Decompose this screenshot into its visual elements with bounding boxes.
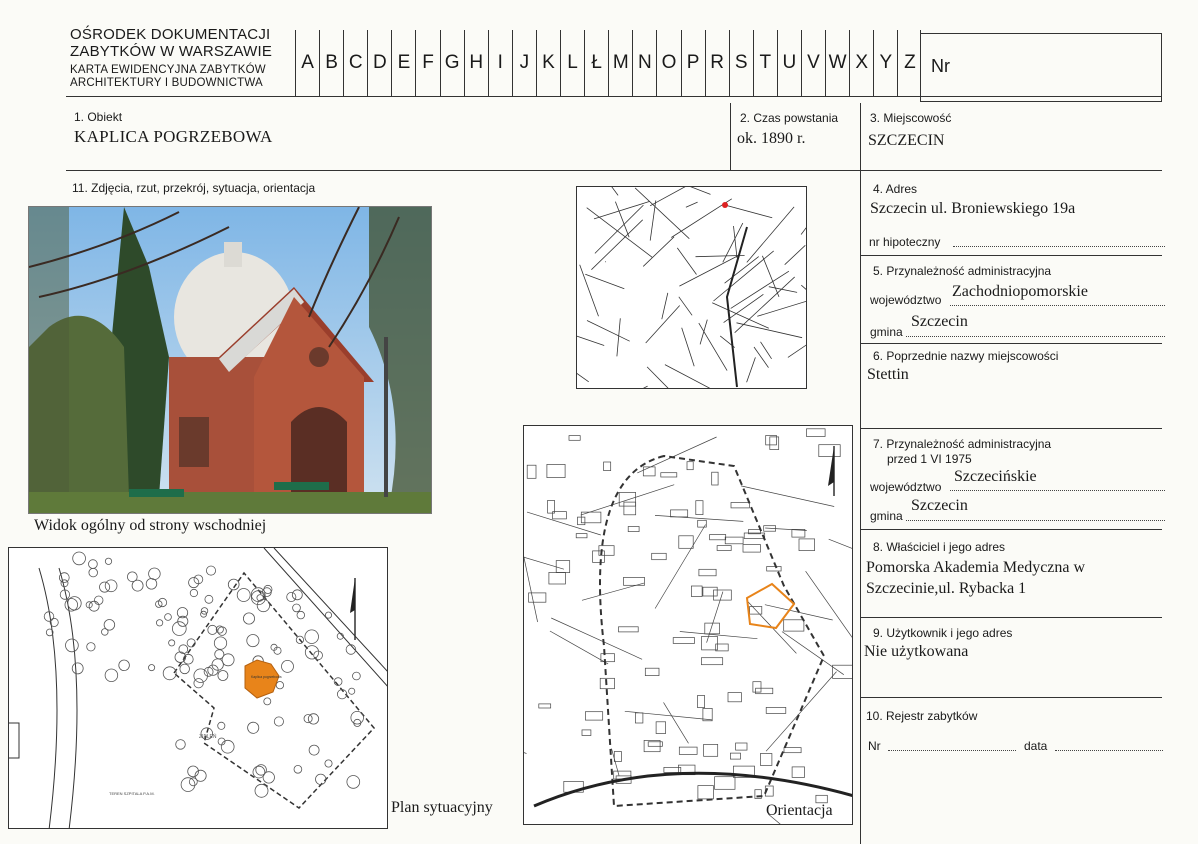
section7-bottom-rule [860,529,1162,530]
register-date-dots [1055,750,1163,751]
mortgage-number-label: nr hipoteczny [869,235,941,249]
pre1975-commune-label: gmina [870,509,903,523]
index-letter: C [343,30,367,96]
voivodeship-dots [950,305,1165,306]
user-value: Nie użytkowana [864,643,969,660]
institution-block [70,26,272,90]
index-letter: Ł [584,30,608,96]
card-type-line2: ARCHITEKTURY I BUDOWNICTWA [70,77,263,89]
photos-section-label: 11. Zdjęcia, rzut, przekrój, sytuacja, orientacja [72,181,316,195]
index-letter: R [705,30,729,96]
index-letter: L [560,30,584,96]
locality-value: SZCZECIN [868,132,945,149]
index-letter: T [753,30,777,96]
pre1975-affiliation-label: 7. Przynależność administracyjna [873,437,1052,451]
plan-area-text: TEREN SZPITALA P.A.M. [109,791,155,796]
card-type-line1: KARTA EWIDENCYJNA ZABYTKÓW [70,64,266,76]
register-nr-dots [888,750,1016,751]
index-letter: A [295,30,319,96]
index-letter: X [849,30,873,96]
section5-bottom-rule [860,343,1162,344]
index-letter: I [488,30,512,96]
photo-caption: Widok ogólny od strony wschodniej [34,517,267,534]
index-letter: M [608,30,632,96]
index-letter: Y [873,30,897,96]
index-letter: P [681,30,705,96]
index-letter: S [729,30,753,96]
date-value: ok. 1890 r. [737,130,806,147]
address-value: Szczecin ul. Broniewskiego 19a [870,200,1076,217]
city-map [576,186,807,389]
object-label: 1. Obiekt [74,110,123,124]
register-date-label: data [1024,739,1048,753]
pre1975-voivodeship-dots [950,490,1165,491]
register-label: 10. Rejestr zabytków [866,709,978,723]
voivodeship-value: Zachodniopomorskie [952,283,1088,300]
chapel-photo [28,206,432,514]
commune-dots [906,336,1165,337]
index-letter: D [367,30,391,96]
pre1975-commune-value: Szczecin [911,497,968,514]
commune-label: gmina [870,325,903,339]
index-letter: H [464,30,488,96]
mortgage-number-dots [953,246,1165,247]
index-letters-row [295,30,921,96]
index-letter: W [825,30,849,96]
row1-divider-1 [730,103,731,170]
object-value: KAPLICA POGRZEBOWA [74,127,273,146]
previous-names-value: Stettin [867,366,909,383]
user-label: 9. Użytkownik i jego adres [873,626,1013,640]
orientation-map [523,425,853,825]
site-plan-map [8,547,388,829]
index-letter: N [632,30,656,96]
pre1975-date-label: przed 1 VI 1975 [887,452,972,466]
index-letter: O [656,30,680,96]
index-letter: J [512,30,536,96]
address-label: 4. Adres [873,182,918,196]
card-number-label: Nr [931,56,950,76]
institution-line1: OŚRODEK DOKUMENTACJI [70,26,271,43]
index-letter: F [415,30,439,96]
section8-bottom-rule [860,617,1162,618]
orientation-caption: Orientacja [766,802,833,819]
right-column-divider [860,103,861,844]
index-letter: G [440,30,464,96]
owner-line1: Pomorska Akademia Medyczna w [866,559,1086,576]
index-letter: V [801,30,825,96]
index-letter: E [391,30,415,96]
plan-marker-text: Kaplica pogrzebowa [251,675,282,679]
pre1975-voivodeship-value: Szczecińskie [954,468,1037,485]
index-letter: U [777,30,801,96]
pre1975-voivodeship-label: województwo [870,480,942,494]
owner-line2: Szczecinie,ul. Rybacka 1 [866,580,1027,597]
admin-affiliation-label: 5. Przynależność administracyjna [873,264,1052,278]
section6-bottom-rule [860,428,1162,429]
institution-line2: ZABYTKÓW W WARSZAWIE [70,43,273,60]
register-nr-label: Nr [868,739,881,753]
previous-names-label: 6. Poprzednie nazwy miejscowości [873,349,1059,363]
index-letter: B [319,30,343,96]
index-letter: K [536,30,560,96]
owner-label: 8. Właściciel i jego adres [873,540,1006,554]
pre1975-commune-dots [906,520,1165,521]
index-letter: Z [897,30,921,96]
voivodeship-label: województwo [870,293,942,307]
card-number-box [920,33,1162,102]
plan-caption: Plan sytuacyjny [391,799,493,816]
section4-bottom-rule [860,255,1162,256]
commune-value: Szczecin [911,313,968,330]
section9-bottom-rule [860,697,1162,698]
row1-bottom-rule [66,170,1162,171]
locality-label: 3. Miejscowość [870,111,952,125]
date-label: 2. Czas powstania [740,111,839,125]
svg-text:ZIELEŃ: ZIELEŃ [199,734,217,740]
